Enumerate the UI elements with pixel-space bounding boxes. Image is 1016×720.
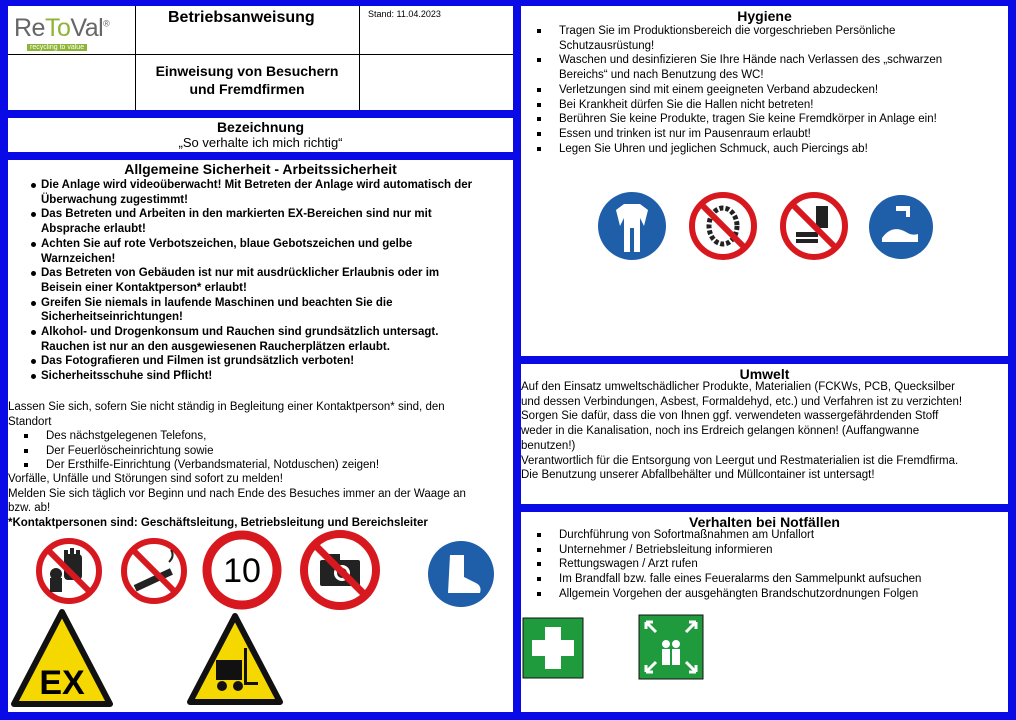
safety-rule: Achten Sie auf rote Verbotszeichen, blaue Gebotszeichen und gelbe Warnzeichen! <box>8 237 513 266</box>
protective-clothing-icon <box>596 190 668 262</box>
safety-box <box>8 160 513 712</box>
logo-tagline: recycling to value <box>27 44 87 51</box>
ex-label: EX <box>39 664 85 702</box>
hygiene-heading: Hygiene <box>737 8 792 24</box>
umwelt-text: Auf den Einsatz umweltschädlicher Produkte, Materialien (FCKWs, PCB, Quecksilber und dessen Verbindungen, Asbest, Formaldehyd, etc.) und Verfahren ist zu verzichten! Sorgen Sie dafür, dass die von Ihnen ggf. verwendeten wassergefährdenden Stoff weder in die Kanalisation, noch ins Erdreich gelangen können! (Auffangwanne benutzen!) Verantwortlich für die Entsorgung von Leergut und Restmaterialien ist die Fremdfirma. Die Benutzung unserer Abfallbehälter und Müllcontainer ist untersagt! <box>521 381 963 482</box>
safety-heading: Allgemeine Sicherheit - Arbeitssicherheit <box>124 161 397 177</box>
safety-rule: Sicherheitsschuhe sind Pflicht! <box>8 369 513 384</box>
notfall-list <box>521 528 1008 602</box>
hygiene-item: Tragen Sie im Produktionsbereich die vorgeschrieben Persönliche Schutzausrüstung! <box>521 24 1008 53</box>
notfall-heading: Verhalten bei Notfällen <box>689 514 840 530</box>
logo-to: To <box>44 14 71 42</box>
hygiene-item: Berühren Sie keine Produkte, tragen Sie keine Fremdkörper in Anlage ein! <box>521 112 1008 127</box>
safety-after: Vorfälle, Unfälle und Störungen sind sofort zu melden! Melden Sie sich täglich vor Beginn und nach Ende des Besuches immer an der Waage an bzw. ab! <box>8 473 466 515</box>
notfall-item: Unternehmer / Betriebsleitung informieren <box>521 543 1008 558</box>
hygiene-item: Essen und trinken ist nur im Pausenraum erlaubt! <box>521 127 1008 142</box>
wash-hands-icon <box>868 194 934 260</box>
notfall-item: Allgemein Vorgehen der ausgehängten Brandschutzordnungen Folgen <box>521 587 1008 602</box>
subtitle-line1: Einweisung von Besuchern <box>155 63 339 79</box>
umwelt-heading: Umwelt <box>739 366 790 382</box>
notfall-item: Durchführung von Sofortmaßnahmen am Unfallort <box>521 528 1008 543</box>
speed-limit-10-icon <box>202 530 282 610</box>
safety-rule: Das Betreten und Arbeiten in den markierten EX-Bereichen sind nur mit Absprache erlaubt! <box>8 207 513 236</box>
safety-rule: Greifen Sie niemals in laufende Maschinen und beachten Sie die Sicherheitseinrichtungen! <box>8 296 513 325</box>
no-smoking-icon <box>119 536 189 606</box>
logo-val: Val <box>70 14 104 42</box>
hygiene-item: Waschen und desinfizieren Sie Ihre Hände nach Verlassen des „schwarzen Bereichs“ und nach Benutzung des WC! <box>521 53 1008 82</box>
no-jewelry-icon <box>687 190 759 262</box>
hygiene-item: Verletzungen sind mit einem geeigneten Verband abzudecken! <box>521 83 1008 98</box>
notfall-item: Im Brandfall bzw. falle eines Feueralarms den Sammelpunkt aufsuchen <box>521 572 1008 587</box>
bezeichnung-heading: Bezeichnung <box>216 119 305 135</box>
header-divider-h <box>8 54 513 55</box>
safety-rule: Das Betreten von Gebäuden ist nur mit ausdrücklicher Erlaubnis oder im Beisein einer Kontaktperson* erlaubt! <box>8 266 513 295</box>
hygiene-item: Legen Sie Uhren und jeglichen Schmuck, auch Piercings ab! <box>521 142 1008 157</box>
safety-footnote: *Kontaktpersonen sind: Geschäftsleitung, Betriebsleitung und Bereichsleiter <box>8 517 428 529</box>
safety-intro: Lassen Sie sich, sofern Sie nicht ständig in Begleitung einer Kontaktperson* sind, den Standort <box>8 401 445 428</box>
forklift-warning-icon <box>186 612 284 706</box>
ex-warning-icon <box>10 608 114 708</box>
safety-rules <box>8 178 513 384</box>
no-photography-icon <box>298 528 382 612</box>
safety-shoes-icon <box>426 539 496 609</box>
logo-re: Re <box>14 14 45 42</box>
page-title: Betriebsanweisung <box>168 9 315 26</box>
location-item: Des nächstgelegenen Telefons, <box>8 429 513 444</box>
umwelt-box <box>521 364 1008 504</box>
assembly-point-icon <box>638 614 704 680</box>
no-eating-drinking-icon <box>778 190 850 262</box>
first-aid-icon <box>522 617 584 679</box>
logo-reg: ® <box>103 18 110 29</box>
header-divider-v2 <box>359 6 360 110</box>
bezeichnung-text: „So verhalte ich mich richtig“ <box>178 135 343 150</box>
safety-rule: Die Anlage wird videoüberwacht! Mit Betreten der Anlage wird automatisch der Überwachung zugestimmt! <box>8 178 513 207</box>
no-access-hand-icon <box>34 536 104 606</box>
hygiene-item: Bei Krankheit dürfen Sie die Hallen nicht betreten! <box>521 98 1008 113</box>
hygiene-box <box>521 6 1008 356</box>
stand-date: Stand: 11.04.2023 <box>368 9 441 19</box>
bezeichnung-box <box>8 118 513 152</box>
hygiene-list <box>521 24 1008 156</box>
speed-limit-value: 10 <box>223 552 261 590</box>
location-item: Der Ersthilfe-Einrichtung (Verbandsmaterial, Notduschen) zeigen! <box>8 458 513 473</box>
notfall-item: Rettungswagen / Arzt rufen <box>521 557 1008 572</box>
safety-rule: Das Fotografieren und Filmen ist grundsätzlich verboten! <box>8 354 513 369</box>
notfall-box <box>521 512 1008 712</box>
location-item: Der Feuerlöscheinrichtung sowie <box>8 444 513 459</box>
safety-locations <box>8 429 513 473</box>
subtitle-line2: und Fremdfirmen <box>189 81 305 97</box>
logo <box>14 14 114 50</box>
safety-rule: Alkohol- und Drogenkonsum und Rauchen sind grundsätzlich untersagt. Rauchen ist nur an den ausgewiesenen Raucherplätzen erlaubt. <box>8 325 513 354</box>
header-box <box>8 6 513 110</box>
